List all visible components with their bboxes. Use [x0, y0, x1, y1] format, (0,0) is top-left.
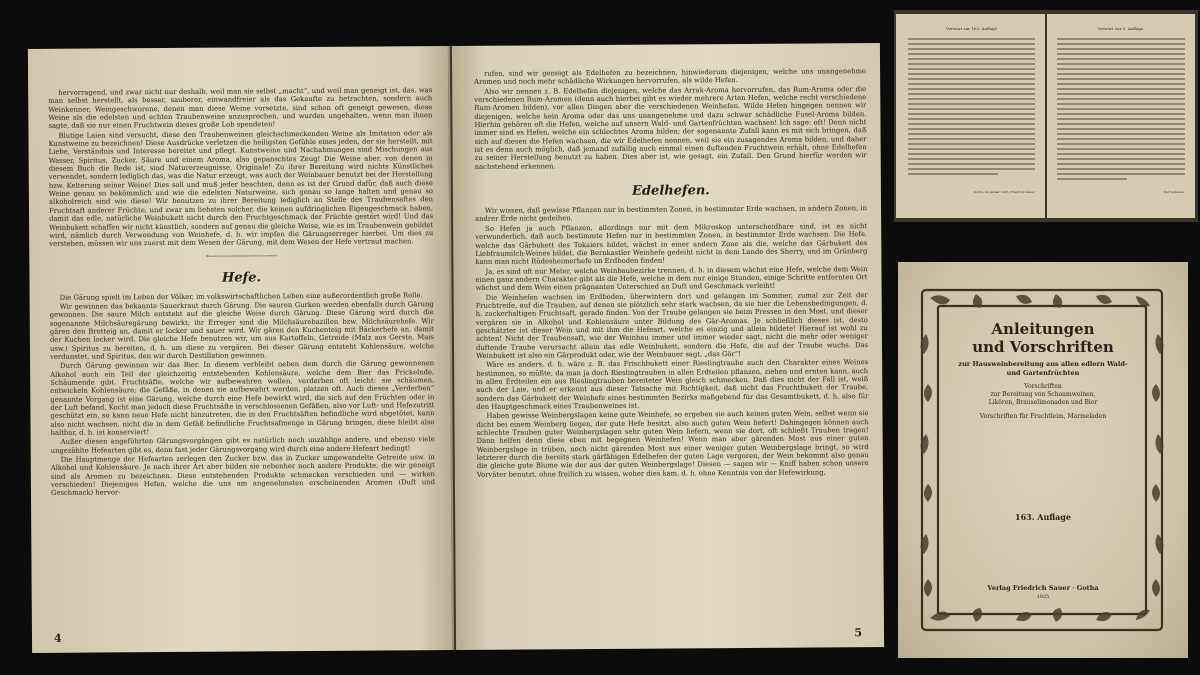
- left-body-2: Wir gewinnen das bekannte Sauerkraut durch Gärung. Die sauren Gurken werden ebenfalls durch Gärung gewonnen. Die saure Milch entsteht auf die gleiche Weise durch Gärung. Diese Gärung wird durch die sogenannte Milchsäuregärung bewirkt; ihr Erreger sind die Milchsäurebazillen bzw. Milchsäurehefe. Wir gären den Brotteig an, damit er locker und sauer wird. Wir gären den Kuchenteig mit Bäckerhefe an, damit der Kuchen locker wird. Die gleiche Hefe benutzen wir, um aus Kartoffeln, Getreide (Malz aus Gerste, Mais usw.) Spiritus zu bereiten, d. h. um diese zu vergären. Bei dieser Gärung entsteht Kohlensäure, welche verdunstet, und Spiritus, den wir durch Destillation gewinnen.: [49, 300, 435, 361]
- small-book-left-title: Vorwort zur 163. Auflage: [946, 26, 997, 31]
- open-booklet: [28, 43, 884, 653]
- left-intro-1: hervorragend, und zwar nicht nur deshalb, weil man sie selbst „macht“, und weil man geneigt ist, das, was man selbst herstellt, als besser, sauberer, einwandfreier als das Gekaufte zu betrachten, sondern auch Weinkenner, Weingeschworene, denen man diese Weine vorsetzte, sind schon oft geneigt gewesen, diese Weine als die edelsten und echten Traubenweine anzusprechen, und wurden ungehalten, wenn man ihnen sagte, daß sie nur einen Fruchtwein dieses große Lob spendeten!: [48, 86, 433, 131]
- cover-title-line2: und Vorschriften: [972, 338, 1114, 356]
- cover-year: 1925: [1036, 594, 1050, 600]
- page-number-right: 5: [854, 625, 863, 639]
- cover-sub-a: Vorschriften: [1024, 383, 1062, 390]
- right-body-6: Haben gewisse Weinbergslagen keine gute Weinhefe, so ergeben sie auch keinen guten Wein, selbst wenn sie dicht bei einem Weinberg liegen, der gute Hefe besitzt, also auch guten Wein liefert! Dahingegen können auch schlechte Trauben guter Weinbergslagen sehr guten Wein liefern, wenn sie dort, oft schließt Trauben tragen! Dann helfen denn diese eben mit begegnen Weinhefen! Wenn man aber gärenden Most aus einer guten Weinbergslage in trüben, noch nicht gärenden Most aus einer weniger guten Weinbergslage bringt, so wird letzterer durch die bereits stark gärfähigen Edelhefen der guten Lage vergoren, der Wein bekommt also genau die gleiche gute Blume wie der aus der guten Weinbergslage! Diesen — sagen wir — Kniff haben schon unsere Vorväter benutzt, ohne freilich zu wissen, woher dies kam, d. h. ohne Kenntnis von der Hefewirkung,: [476, 409, 869, 479]
- cover-edition: 163. Auflage: [1015, 512, 1071, 522]
- cover-sub-b: zur Bereitung von Schaumweinen,: [990, 391, 1096, 398]
- left-intro-2: Blutige Laien sind versucht, diese den Traubenweinen gleichschmeckenden Weine als Imitation oder als Kunstweine zu bezeichnen! Diese Ausdrücke verletzen die heiligsten Gefühle eines jeden, der sie herstellt, mit Liebe, Verständnis und Interesse bereitet und pflegt. Kunstweine und Nachahmungen sind Mischungen aus Wasser, Spiritus, Zucker, Säure und einem Aroma, also gepanschtes Zeug! Die Weine aber, von denen in diesem Buch die Rede ist, sind Naturerzeugnisse, Originale! Zu ihrer Bereitung wird nichts Künstliches verwendet, sondern lediglich das, was die Natur erzeugt, was auch der Weinbauer benutzt bei der Herstellung bzw. Kelterung seiner Weine! Dies soll und muß jeder beachten, denn es ist der Grund dafür, daß auch diese Weine genau so bekömmlich und wie die edelsten Naturweine, sich genau so lange halten und genau so alkoholreich sind wie diese! Wir benutzen zu ihrer Bereitung lediglich an Stelle des Traubensaftes den Fruchtsaft anderer Früchte, und zwar am liebsten solcher, die keinen aufdringlichen Eigengeschmack haben, damit das edle, natürliche Weinbukett nicht durch den Fruchtgeschmack der Früchte gestört wird! Und das Weinbukett schaffen wir nicht künstlich, sondern auf genau die gleiche Weise, wie es im Traubenwein gebildet wird, nämlich durch Verwendung von Weinhefe, d. h. wir impfen die Gärungserreger hierbei. Um dies zu verstehen, müssen wir uns zuerst mit dem Wesen der Gärung, mit dem Wesen der Hefe vertraut machen.: [48, 128, 434, 249]
- small-book-left-page: [896, 14, 1045, 218]
- small-book-left-footer: Gotha, im Januar 1925. Friedrich Sauer.: [973, 189, 1035, 194]
- small-book-left-text: [908, 35, 1035, 187]
- cover-sub-d: Vorschriften für Fruchtleim, Marmeladen: [979, 413, 1107, 420]
- left-body-3: Durch Gärung gewinnen wir das Bier. In diesem verbleibt neben dem durch die Gärung gewonnenen Alkohol auch ein Teil der gleichzeitig entstehenden Kohlensäure, welche dem Bier das Prickelnde, Schäumende gibt. Fruchtsäfte, welche wir aufbewahren wollen, verderben oft leicht: sie schäumen, entwickeln Kohlensäure; die Gefäße, in denen sie aufbewahrt werden, platzen oft. Auch dieses „Verderben“ genannte Vorgang ist eine Gärung, welche durch eine Hefe bewirkt wird, die sich auf den Früchten oder in der Luft befand. Kocht man jedoch diese Fruchtsäfte in verschlossenen Gefäßen, also vor Luft- und Hefezutritt geschützt ein, so kann neue Hefe nicht hinzutreten, die in den Fruchtsäften befindliche wird abgetötet, kann also nicht wachsen, nicht die in dem Gefäß befindliche Fruchtsafmenge in Gärung bringen, diese bleibt also haltbar, d. h. ist konserviert!: [50, 359, 435, 437]
- small-book-right-page: [1047, 14, 1195, 218]
- cover-subtitle-line1: zur Hausweinbereitung aus allen edlern Wald-: [958, 360, 1128, 368]
- right-intro-1: rufen, sind wir geneigt als Edelhefen zu bezeichnen, hinwiederum diejenigen, welche uns unangenehme Aromen und noch mehr schädliche Wirkungen hervorrufen, als wilde Hefen.: [474, 67, 867, 87]
- cover-text-block: [938, 320, 1148, 421]
- left-body-5: Die Hauptmenge der Hefearten zerlegen den Zucker bzw. das in Zucker umgewandelte Getreide usw. in Alkohol und Kohlensäure. Je nach ihrer Art aber bilden sie nebenher noch andere Produkte, die wir geneigt sind als Aromen zu bezeichnen. Diese entstehenden Produkte schmecken verschieden und — wirken verschieden! Diejenigen Hefen, welche die uns am angenehmsten erscheinenden Aromen (Duft und Geschmack) hervor-: [50, 453, 435, 498]
- small-book-right-footer: Der Verfasser.: [1163, 189, 1185, 194]
- left-page: [28, 46, 454, 653]
- cover-publisher: Verlag Friedrich Sauer · Gotha: [987, 584, 1099, 592]
- heading-hefe: Hefe.: [221, 269, 262, 286]
- small-open-book: [894, 10, 1198, 222]
- left-body-1: Die Gärung spielt im Leben der Völker, im volkswirtschaftlichen Leben eine außerordentlich große Rolle.: [59, 290, 423, 302]
- cover-title-line1: Anleitungen: [991, 320, 1095, 338]
- right-body-3: Ja, es sind oft nur Meter, welche Weinbaubezirke trennen, d. h. in diesem wächst eine Hefe, welche dem Wein einen ganz andern Charakter gibt als die Hefe, welche in dem nur einige Stunden, einige Schritte entfernten Ort wächst und dem Wein einen prägnanten Unterschied an Duft und Geschmack verleiht!: [475, 264, 868, 293]
- small-book-right-title: Vorwort zur 1. Auflage.: [1097, 26, 1145, 31]
- cover-sub-c: Likören, Brauselimonaden und Bier: [988, 399, 1098, 406]
- right-page: [452, 43, 884, 650]
- right-intro-2: Also wir nennen z. B. Edelhefen diejenigen, welche das Arrak-Aroma hervorrufen, das Rum-Aroma oder die verschiedenen Rum-Aromen (denn auch hierbei gibt es wieder mehrere Arten Hefen, welche recht verschiedene Rum-Aromen bilden), vor allen Dingen aber die verschiedenen Weinhefen. Wilde Hefen hingegen nennen wir diejenigen, welche kein Aroma oder das uns unangenehme und dazu schwer schädliche Fusel-Aroma bilden. Hierhin gehören oft die Hefen, welche auf unsern Wald- und Gartenfrüchten wachsen! Ich sage: oft! Denn nicht immer sind es Hefen, welche ein schlechtes Aroma bilden; der sogenannte Zufall kann es mit sich bringen, daß sich auf diesen die Hefen wachsen, die wir Edelhefen nennen, weil sie ein zusagendes Aroma bilden, und daher ist es denn auch möglich, daß jemand zufällig auch einmal einen duftenden Fruchtwein erhält, ohne Edelhefen zu seiner Herstellung benutzt zu haben. Dies aber ist, wie gesagt, ein Zufall. Den Grund hierfür werden wir nachstehend erkennen.: [474, 84, 867, 171]
- booklet-cover: [898, 262, 1188, 658]
- small-book-left-lines: [908, 35, 1035, 185]
- page-number-left: 4: [53, 631, 62, 645]
- small-book-right-lines: [1057, 35, 1185, 185]
- section-divider: [206, 255, 276, 256]
- right-body-5: Wäre es anders, d. h. wäre z. B. das Frischbukett einer Rieslingtraube auch den Charakter eines Weines bestimmen, so müßte, da man ja doch Rieslingtrauben in allen Erdteilen pflanzen, ziehen und ernten kann, auch in allen Erdteilen ein aus Rieslingtrauben bereiteter Wein gleich schmecken. Daß dies nicht der Fall ist, weiß auch der Laie, und er erkennt aus dieser Tatsache mit Richtigkeit, daß nicht das Fruchtbukett der Traube, sondern das Gärbukett der Weinhefe eines bestimmten Bezirks maßgebend für das Gesamtbukett, d. h. also für den Hauptgeschmack eines Traubenweines ist.: [476, 358, 869, 411]
- heading-edelhefen: Edelhefen.: [631, 183, 710, 199]
- right-body-1: Wir wissen, daß gewisse Pflanzen nur in bestimmten Zonen, in bestimmter Erde wachsen, in andern Zonen, in andrer Erde nicht gedeihen.: [475, 204, 868, 224]
- right-body-4: Die Weinhefen wachsen im Erdboden, überwintern dort und gelangen im Sommer, zumal zur Zeit der Fruchtreife, auf die Trauben, auf denen sie plötzlich sehr stark wachsen, da sie hier die Lebensbedingungen, d. h. zuckerhaltigen Fruchtsaft, gerade finden. Von der Traube gelangen sie beim Pressen in den Most, und dieser vergären sie in Alkohol und Kohlensäure unter Bildung des Gär-Aromas. Je schließlich dieses ist, desto geschätzter ist dieser Wein und mit ihm die Hefeart, welche es einzig und allein bildete! Hierauf ist wohl zu achten! Nicht der Traubensaft, wie der Weinbau immer und immer wieder sagt, nicht die mehr oder weniger duftende Traube verursacht allein das edle Weinbukett, sondern die Hefe, die auf der Traube wuchs. Das Weinbukett ist also ein Gärprodukt oder, wie der Weinbauer sagt, „das Gör“!: [475, 290, 869, 360]
- right-body-2: So Hefen ja auch Pflanzen, allerdings nur mit dem Mikroskop unterscheidbare sind, ist es nicht verwunderlich, daß auch bestimmte Hefen nur in bestimmten Zonen, in bestimmter Erde wachsen. Die Hefe, welche das Gärbukett des Tokaiers bildet, wächst in einer andern Zone als die, welche das Gärbukett des Liebfraumilch-Weines bildet, die Bernkastler Weinhefe gedeiht nicht in dem Lande des Sherry, und im Grünberg kann man nicht Rüdesheimerhefe im Erdboden finden!: [475, 221, 868, 267]
- left-body-4: Außer diesen angeführten Gärungsvorgängen gibt es natürlich noch unzählige andere, und ebenso viele ungezählte Hefearten gibt es, denn fast jeder Gärungsvorgang wird durch eine andere Hefeart bedingt!: [50, 435, 435, 455]
- cover-subtitle-line2: und Gartenfrüchten: [1006, 368, 1080, 377]
